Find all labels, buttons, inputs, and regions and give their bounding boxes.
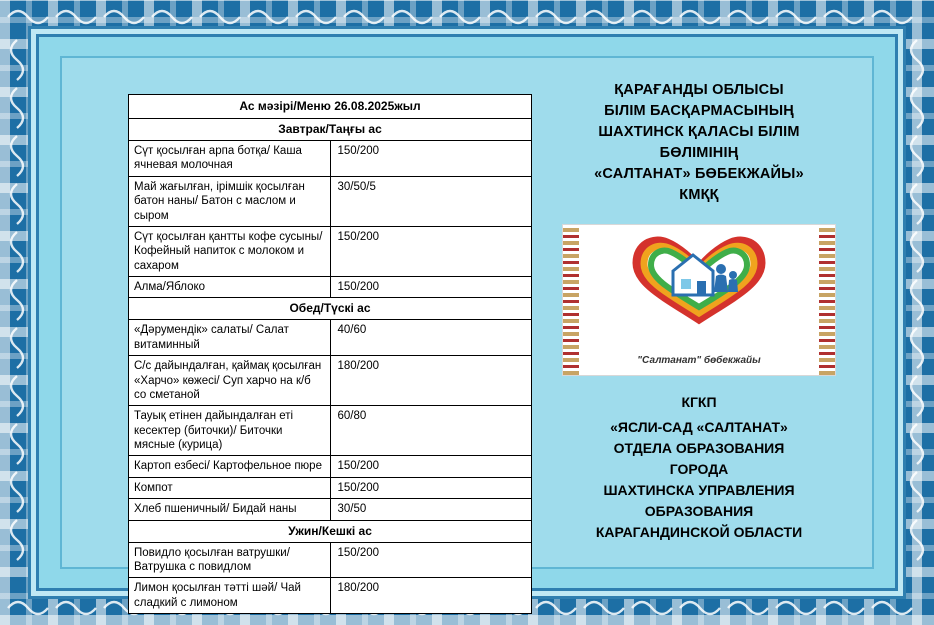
heart-house-family-icon bbox=[563, 225, 835, 355]
dish-name: Май жағылған, ірімшік қосылған батон наны/ Батон с маслом и сыром bbox=[129, 176, 331, 226]
section-heading-row bbox=[129, 119, 532, 141]
table-row bbox=[129, 578, 532, 614]
dish-name: Сүт қосылған қантты кофе сусыны/ Кофейный напиток с молоком и сахаром bbox=[129, 226, 331, 276]
dish-name: Хлеб пшеничный/ Бидай наны bbox=[129, 499, 331, 520]
menu-title: Ас мәзірі/Меню 26.08.2025жыл bbox=[129, 95, 532, 119]
org-footer-line: ГОРОДА bbox=[669, 461, 729, 478]
dish-name: Лимон қосылған тәтті шәй/ Чай сладкий с лимоном bbox=[129, 578, 331, 614]
dish-name: С/с дайындалған, қаймақ қосылған «Харчо» көжесі/ Суп харчо на к/б со сметаной bbox=[129, 356, 331, 406]
kindergarten-logo bbox=[562, 224, 836, 376]
table-row bbox=[129, 320, 532, 356]
section-heading-dinner: Ужин/Кешкі ас bbox=[129, 520, 532, 542]
dish-portion: 30/50/5 bbox=[330, 176, 532, 226]
table-row bbox=[129, 141, 532, 177]
dish-name: Повидло қосылған ватрушки/ Ватрушка с повидлом bbox=[129, 542, 331, 578]
org-footer-line: ОТДЕЛА ОБРАЗОВАНИЯ bbox=[613, 440, 785, 457]
table-row bbox=[129, 477, 532, 498]
table-row bbox=[129, 456, 532, 477]
dish-portion: 150/200 bbox=[330, 542, 532, 578]
menu-column bbox=[60, 56, 530, 614]
dish-portion: 150/200 bbox=[330, 477, 532, 498]
org-header-line: КМҚҚ bbox=[679, 187, 719, 204]
table-row bbox=[129, 406, 532, 456]
dish-name: Сүт қосылған арпа ботқа/ Каша ячневая молочная bbox=[129, 141, 331, 177]
dish-portion: 30/50 bbox=[330, 499, 532, 520]
dish-name: Картоп езбесі/ Картофельное пюре bbox=[129, 456, 331, 477]
section-heading-row bbox=[129, 520, 532, 542]
dish-portion: 40/60 bbox=[330, 320, 532, 356]
dish-name: Алма/Яблоко bbox=[129, 277, 331, 298]
organization-footer bbox=[540, 392, 858, 543]
logo-caption: "Салтанат" бөбекжайы bbox=[637, 355, 761, 367]
org-footer-line: ШАХТИНСКА УПРАВЛЕНИЯ bbox=[603, 482, 795, 499]
poster-content bbox=[60, 56, 874, 609]
table-row bbox=[129, 226, 532, 276]
table-row bbox=[129, 176, 532, 226]
section-heading-breakfast: Завтрак/Таңғы ас bbox=[129, 119, 532, 141]
section-heading-lunch: Обед/Түскі ас bbox=[129, 298, 532, 320]
dish-name: «Дәрумендік» салаты/ Салат витаминный bbox=[129, 320, 331, 356]
table-row bbox=[129, 499, 532, 520]
dish-name: Тауық етінен дайындалған еті кесектер (биточки)/ Биточки мясные (курица) bbox=[129, 406, 331, 456]
section-heading-row bbox=[129, 298, 532, 320]
ornament-strip-right-icon bbox=[819, 225, 835, 375]
org-header-line: «САЛТАНАТ» БӨБЕКЖАЙЫ» bbox=[594, 166, 804, 183]
ornament-strip-left-icon bbox=[563, 225, 579, 375]
org-footer-line: «ЯСЛИ-САД «САЛТАНАТ» bbox=[610, 419, 788, 436]
org-header-line: ШАХТИНСК ҚАЛАСЫ БІЛІМ bbox=[598, 124, 800, 141]
org-header-line: БӨЛІМІНІҢ bbox=[659, 145, 739, 162]
dish-portion: 180/200 bbox=[330, 578, 532, 614]
dish-portion: 150/200 bbox=[330, 226, 532, 276]
org-footer-line: ОБРАЗОВАНИЯ bbox=[644, 503, 754, 520]
dish-portion: 150/200 bbox=[330, 277, 532, 298]
org-header-line: ҚАРАҒАНДЫ ОБЛЫСЫ bbox=[614, 82, 784, 98]
dish-portion: 150/200 bbox=[330, 141, 532, 177]
table-title-row bbox=[129, 95, 532, 119]
org-header-line: БІЛІМ БАСҚАРМАСЫНЫҢ bbox=[604, 103, 794, 120]
table-row bbox=[129, 277, 532, 298]
dish-portion: 60/80 bbox=[330, 406, 532, 456]
organization-column bbox=[530, 56, 874, 543]
table-row bbox=[129, 542, 532, 578]
dish-portion: 180/200 bbox=[330, 356, 532, 406]
menu-table bbox=[128, 94, 532, 614]
org-footer-line: КГКП bbox=[681, 394, 717, 411]
dish-name: Компот bbox=[129, 477, 331, 498]
org-footer-line: КАРАГАНДИНСКОЙ ОБЛАСТИ bbox=[595, 524, 803, 541]
table-row bbox=[129, 356, 532, 406]
organization-header bbox=[540, 80, 858, 206]
dish-portion: 150/200 bbox=[330, 456, 532, 477]
